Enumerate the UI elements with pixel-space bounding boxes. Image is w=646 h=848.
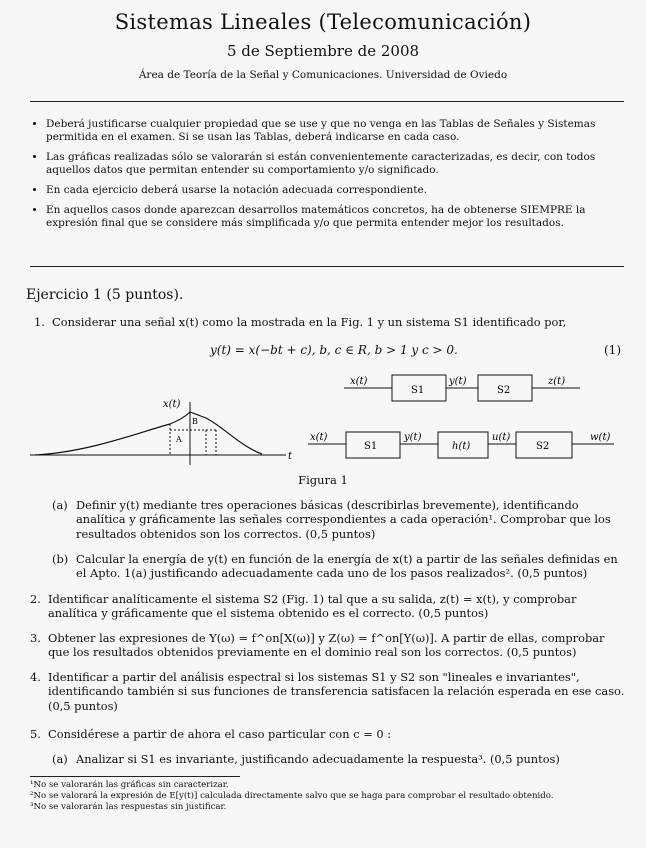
bottom-output-label: w(t) bbox=[590, 432, 611, 443]
svg-text:B: B bbox=[192, 417, 198, 426]
footnote-divider bbox=[30, 776, 240, 777]
footnote: ³No se valorarán las respuestas sin justificar. bbox=[30, 802, 227, 812]
exercise-heading: Ejercicio 1 (5 puntos). bbox=[26, 287, 184, 303]
exam-date: 5 de Septiembre de 2008 bbox=[226, 42, 420, 60]
instruction-item: • En cada ejercicio deberá usarse la notación adecuada correspondiente. bbox=[46, 184, 628, 197]
divider bbox=[30, 101, 624, 102]
instructions-list bbox=[28, 118, 628, 237]
q1b-label: (b) bbox=[52, 552, 69, 566]
divider bbox=[30, 266, 624, 267]
q3-text: Obtener las expresiones de Y(ω) = f^on[X(ω)] y Z(ω) = f^on[Y(ω)]. A partir de ellas, comprobar que los resultados obtenidos previamente en el dominio real son los correctos. (0,5 puntos) bbox=[48, 631, 605, 660]
s1-block-label: S1 bbox=[411, 385, 425, 396]
s1-block-label: S1 bbox=[364, 441, 378, 452]
q1a-text: Definir y(t) mediante tres operaciones básicas (describirlas brevemente), identificando analítica y gráficamente las señales correspondientes a cada operación¹. Comprobar que los resultados obtenidos son los correctos. (0,5 puntos) bbox=[76, 498, 611, 541]
s2-block-label: S2 bbox=[497, 385, 511, 396]
affiliation: Área de Teoría de la Señal y Comunicaciones. Universidad de Oviedo bbox=[138, 69, 508, 81]
signal-plot bbox=[30, 399, 293, 465]
top-input-label: x(t) bbox=[350, 376, 368, 387]
q1-text: Considerar una señal x(t) como la mostrada en la Fig. 1 y un sistema S1 identificado por, bbox=[52, 315, 567, 329]
figure-1 bbox=[0, 360, 646, 472]
instruction-item: • Deberá justificarse cualquier propiedad que se use y que no venga en las Tablas de Señales y Sistemas permitida en el examen. Si se usan las Tablas, deberá indicarse en cada caso. bbox=[46, 118, 628, 144]
figure-caption: Figura 1 bbox=[298, 473, 348, 487]
footnote: ²No se valorará la expresión de E[y(t)] calculada directamente salvo que se haga para comprobar el resultado obtenido. bbox=[30, 791, 554, 801]
q4-text: Identificar a partir del análisis espectral si los sistemas S1 y S2 son "lineales e invariantes", identificando también si sus funciones de transferencia satisfacen la relación esperada en ese caso. (0,5 puntos) bbox=[48, 670, 625, 713]
q5a-label: (a) bbox=[52, 752, 68, 766]
q5-text: Considérese a partir de ahora el caso particular con c = 0 : bbox=[48, 727, 392, 741]
top-block-diagram bbox=[344, 375, 580, 401]
s2-block-label: S2 bbox=[536, 441, 550, 452]
q2-text: Identificar analíticamente el sistema S2 (Fig. 1) tal que a su salida, z(t) = x(t), y comprobar analítica y gráficamente que el sistema obtenido es el correcto. (0,5 puntos) bbox=[48, 592, 577, 621]
q1a-label: (a) bbox=[52, 498, 68, 512]
q1b-text: Calcular la energía de y(t) en función de la energía de x(t) a partir de las señales definidas en el Apto. 1(a) justificando adecuadamente cada uno de los pasos realizados². (0,5 puntos) bbox=[76, 552, 618, 581]
q2-number: 2. bbox=[30, 592, 41, 606]
top-mid-label: y(t) bbox=[449, 376, 467, 387]
exam-title: Sistemas Lineales (Telecomunicación) bbox=[114, 10, 532, 34]
signal-label: x(t) bbox=[163, 399, 181, 410]
instruction-item: • Las gráficas realizadas sólo se valorarán si están convenientemente caracterizadas, es decir, con todos aquellos datos que permitan entender su comportamiento y/o significado. bbox=[46, 151, 628, 177]
footnotes bbox=[30, 780, 630, 813]
bottom-y-label: y(t) bbox=[404, 432, 422, 443]
q4-number: 4. bbox=[30, 670, 41, 684]
q1-number: 1. bbox=[34, 315, 45, 329]
q3-number: 3. bbox=[30, 631, 41, 645]
bottom-u-label: u(t) bbox=[492, 432, 511, 443]
bottom-input-label: x(t) bbox=[310, 432, 328, 443]
q5-number: 5. bbox=[30, 727, 41, 741]
equation-number: (1) bbox=[604, 343, 621, 357]
bottom-block-diagram bbox=[308, 432, 614, 458]
axis-label: t bbox=[288, 451, 293, 462]
h-block-label: h(t) bbox=[452, 441, 471, 452]
footnote: ¹No se valorarán las gráficas sin caracterizar. bbox=[30, 780, 229, 790]
svg-text:A: A bbox=[176, 435, 182, 444]
q5a-text: Analizar si S1 es invariante, justificando adecuadamente la respuesta³. (0,5 puntos) bbox=[76, 752, 560, 766]
instruction-item: • En aquellos casos donde aparezcan desarrollos matemáticos concretos, ha de obtenerse SIEMPRE la expresión final que se considere más simplificada y/o que permita entender mejor los resultados. bbox=[46, 204, 628, 230]
equation: y(t) = x(−bt + c), b, c ∈ R, b > 1 y c > 0. bbox=[210, 343, 458, 357]
top-output-label: z(t) bbox=[548, 376, 566, 387]
